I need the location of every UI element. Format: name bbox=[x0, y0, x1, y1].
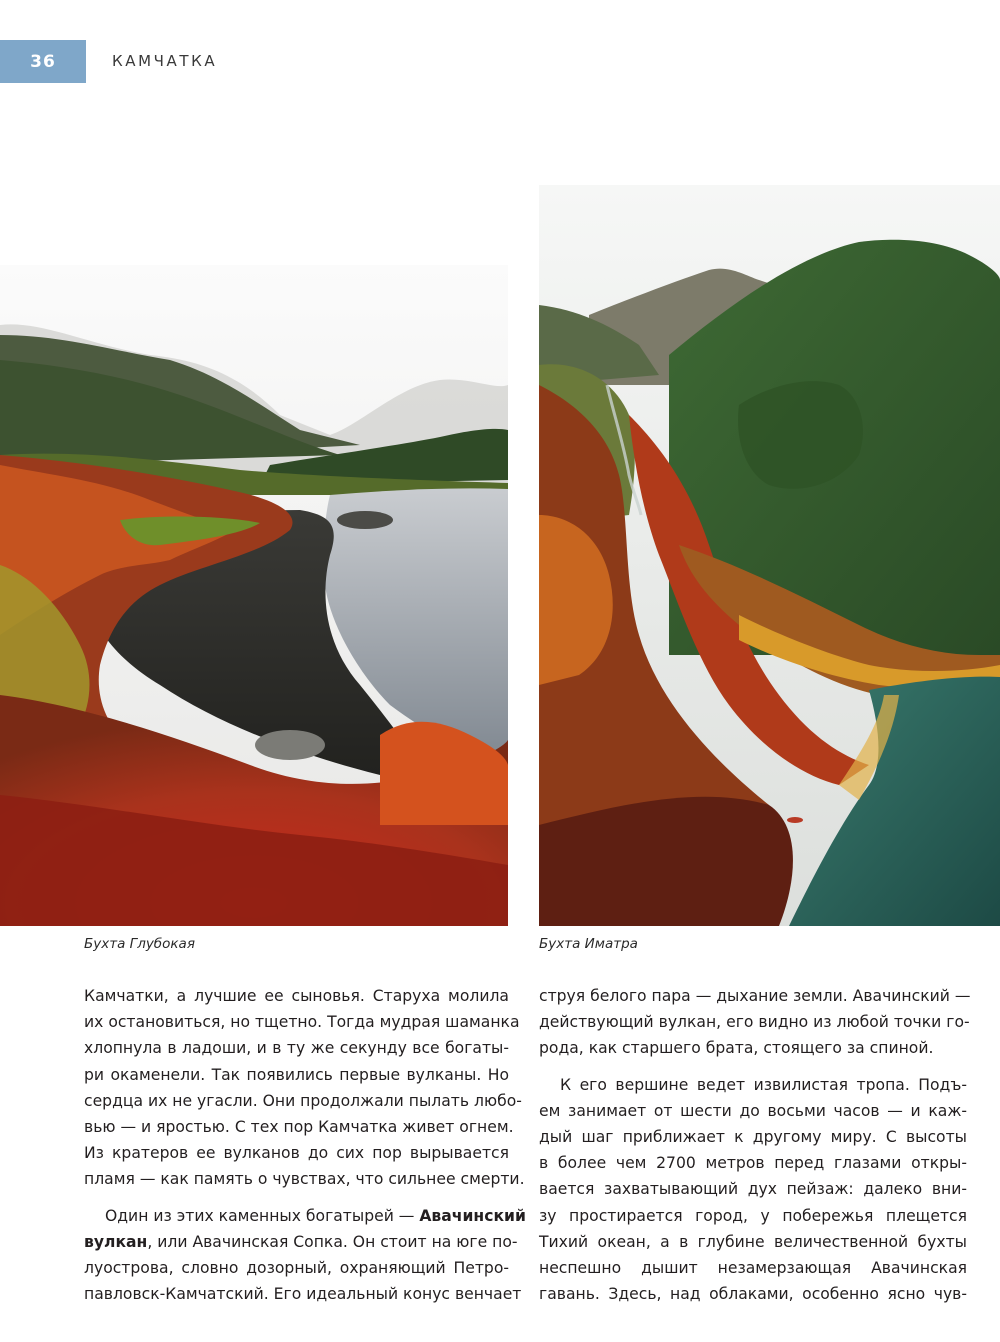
text-line: ри окаменели. Так появились первые вулканы. Но bbox=[84, 1065, 509, 1084]
bold-term: вулкан bbox=[84, 1232, 148, 1251]
text-line: К его вершине ведет извилистая тропа. Подъ- bbox=[560, 1075, 967, 1094]
photo-caption-right: Бухта Иматра bbox=[539, 936, 638, 952]
page-number: 36 bbox=[30, 51, 56, 72]
running-head: КАМЧАТКА bbox=[112, 52, 218, 70]
text-line: сердца их не угасли. Они продолжали пылать любо- bbox=[84, 1091, 522, 1110]
text-line: павловск-Камчатский. Его идеальный конус венчает bbox=[84, 1285, 522, 1304]
text-column-right bbox=[539, 983, 971, 1307]
photo-bay-imatra bbox=[539, 185, 1000, 926]
text-line: пламя — как память о чувствах, что сильнее смерти. bbox=[84, 1170, 525, 1189]
photo-bay-glubokaya bbox=[0, 265, 508, 926]
text-line-with-term bbox=[84, 1203, 526, 1229]
text-line: ем занимает от шести до восьми часов — и каж- bbox=[539, 1101, 967, 1120]
photo-caption-left: Бухта Глубокая bbox=[84, 936, 195, 952]
page-number-badge bbox=[0, 40, 86, 83]
text-line: Из кратеров ее вулканов до сих пор вырывается bbox=[84, 1144, 509, 1163]
text-line: неспешно дышит незамерзающая Авачинская bbox=[539, 1258, 967, 1277]
text-column-left bbox=[84, 983, 526, 1307]
text-line: хлопнула в ладоши, и в ту же секунду все богаты- bbox=[84, 1039, 509, 1058]
text-line: дый шаг приближает к другому миру. С высоты bbox=[539, 1127, 967, 1146]
text-line: луострова, словно дозорный, охраняющий Петро- bbox=[84, 1258, 509, 1277]
text-line: струя белого пара — дыхание земли. Авачинский — bbox=[539, 987, 971, 1005]
text-line: вью — и яростью. С тех пор Камчатка живет огнем. bbox=[84, 1117, 514, 1136]
text-line: Тихий океан, а в глубине величественной бухты bbox=[539, 1232, 967, 1251]
text-line: гавань. Здесь, над облаками, особенно ясно чув- bbox=[539, 1285, 967, 1304]
text-line: зу простирается город, у побережья плещется bbox=[539, 1206, 967, 1225]
text-fragment: , или Авачинская Сопка. Он стоит на юге по- bbox=[147, 1232, 518, 1251]
text-line: их остановиться, но тщетно. Тогда мудрая шаманка bbox=[84, 1013, 520, 1032]
text-line: в более чем 2700 метров перед глазами откры- bbox=[539, 1154, 967, 1173]
bold-term: Авачинский bbox=[419, 1206, 526, 1225]
text-line-with-term bbox=[84, 1229, 518, 1255]
text-line: Камчатки, а лучшие ее сыновья. Старуха молила bbox=[84, 987, 509, 1005]
text-line: рода, как старшего брата, стоящего за спиной. bbox=[539, 1039, 934, 1058]
text-line: вается захватывающий дух пейзаж: далеко вни- bbox=[539, 1180, 967, 1199]
text-fragment: Один из этих каменных богатырей — bbox=[105, 1206, 420, 1225]
text-line: действующий вулкан, его видно из любой точки го- bbox=[539, 1013, 970, 1032]
